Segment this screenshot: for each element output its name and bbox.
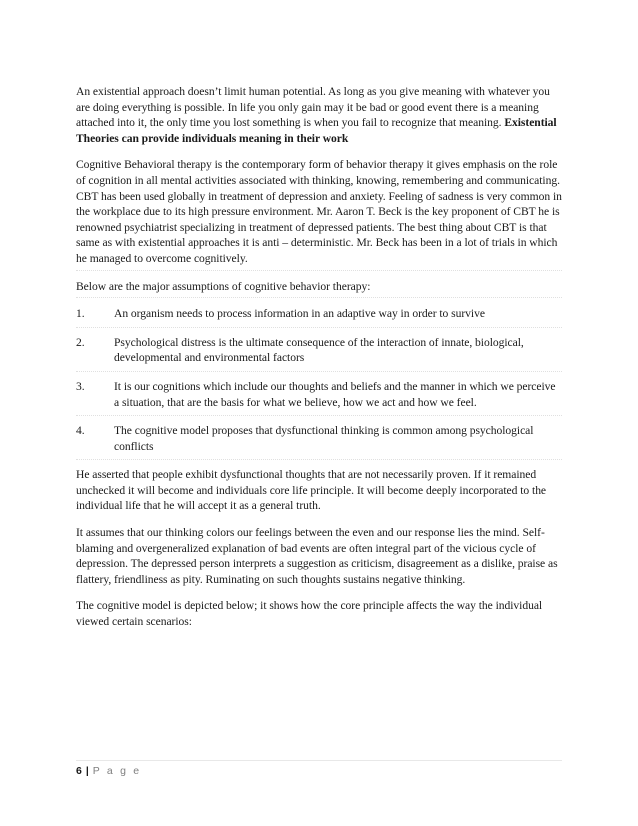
page-label: P a g e xyxy=(92,765,142,777)
list-item-text: Psychological distress is the ultimate consequence of the interaction of innate, biological, developmental and environmental factors xyxy=(114,335,524,365)
list-item-number: 1. xyxy=(76,307,85,321)
page-footer xyxy=(76,760,562,777)
list-item-text: An organism needs to process information in an adaptive way in order to survive xyxy=(114,307,485,321)
paragraph-cognitive-model: The cognitive model is depicted below; it shows how the core principle affects the way the individual viewed certain scenarios: xyxy=(76,599,543,629)
paragraph-cbt: Cognitive Behavioral therapy is the contemporary form of behavior therapy it gives emphasis on the role of cognition in all mental activities associated with thinking, knowing, remembering and communicating. CBT has been used globally in treatment of depression and anxiety. Feeling of sadness is very common in the workplace due to its high pressure environment. Mr. Aaron T. Beck is the key proponent of CBT he is renowned psychiatrist specializing in treatment of depressed patients. The best thing about CBT is that same as with existential approaches it is anti – deterministic. Mr. Beck has been in a lot of trials in which he managed to overcome cognitively. xyxy=(76,157,562,270)
list-item xyxy=(76,335,562,372)
list-item-text: It is our cognitions which include our thoughts and beliefs and the manner in which we perceive a situation, that are the basis for what we believe, how we act and how we feel. xyxy=(114,379,556,409)
footer-separator: | xyxy=(85,765,89,777)
list-item-number: 4. xyxy=(76,424,85,438)
paragraph-existential-text: An existential approach doesn’t limit human potential. As long as you give meaning with whatever you are doing everything is possible. In life you only gain may it be bad or good event there is a meaning attached into it, the only time you lost something is when you fail to recognize that meaning. xyxy=(76,85,550,130)
assumptions-list xyxy=(76,306,562,460)
paragraph-dysfunctional-thoughts: He asserted that people exhibit dysfunctional thoughts that are not necessarily proven. If it remained unchecked it will become and individuals core life principle. It will become deeply incorporated to the individual life that he will accept it as a general truth. xyxy=(76,468,547,513)
paragraph-thinking-colors: It assumes that our thinking colors our feelings between the even and our response lies the mind. Self-blaming and overgeneralized explanation of bad events are often integral part of the vicious cycle of depression. The depressed person interprets a suggestion as criticism, disagreement as a dislike, praise as flattery, friendliness as pity. Ruminating on such thoughts sustains negative thinking. xyxy=(76,526,558,586)
paragraph-assumptions-intro: Below are the major assumptions of cognitive behavior therapy: xyxy=(76,279,562,299)
paragraph-existential xyxy=(76,84,562,146)
page-number: 6 xyxy=(76,765,82,777)
list-item xyxy=(76,379,562,416)
list-item-text: The cognitive model proposes that dysfunctional thinking is common among psychological conflicts xyxy=(114,424,534,453)
list-item-number: 3. xyxy=(76,379,85,393)
list-item-number: 2. xyxy=(76,335,85,349)
list-item xyxy=(76,306,562,328)
list-item xyxy=(76,423,562,460)
page-body xyxy=(76,84,562,641)
paragraph-existential-bold: Existential Theories can provide individuals meaning in their work xyxy=(76,116,557,145)
